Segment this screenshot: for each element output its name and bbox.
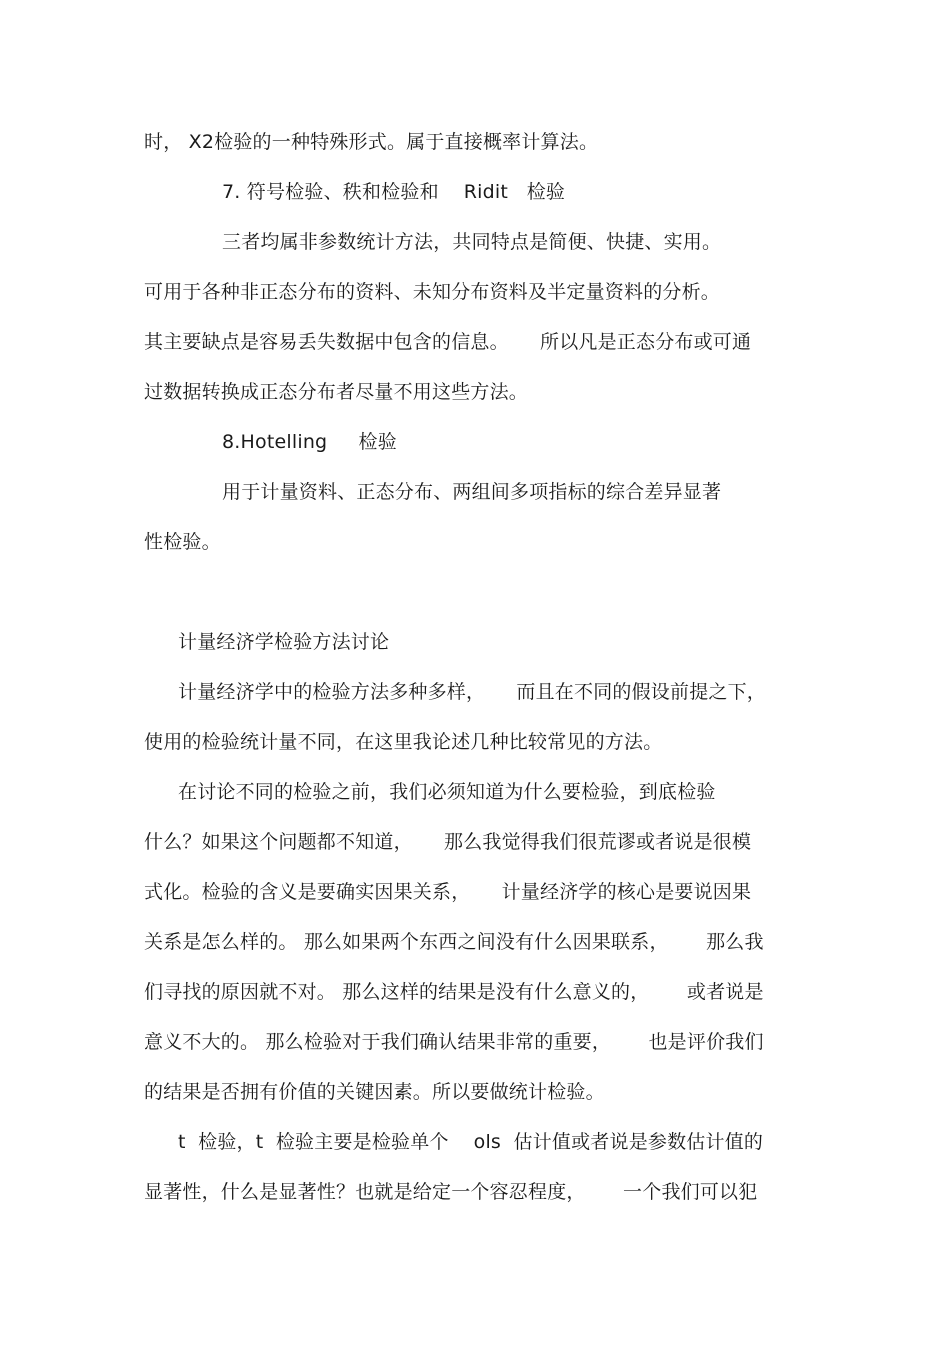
text-line: 计量经济学中的检验方法多种多样， 而且在不同的假设前提之下， bbox=[178, 681, 766, 703]
text-line: 在讨论不同的检验之前，我们必须知道为什么要检验，到底检验 bbox=[178, 781, 716, 803]
section-title: 计量经济学检验方法讨论 bbox=[178, 631, 390, 653]
text-line: 性检验。 bbox=[144, 531, 221, 553]
text-line: 意义不大的。 那么检验对于我们确认结果非常的重要， 也是评价我们 bbox=[144, 1031, 764, 1053]
text-line: 其主要缺点是容易丢失数据中包含的信息。 所以凡是正态分布或可通 bbox=[144, 331, 752, 353]
text-line: t 检验，t 检验主要是检验单个 ols 估计值或者说是参数估计值的 bbox=[178, 1131, 764, 1153]
text-line: 显著性，什么是显著性？也就是给定一个容忍程度， 一个我们可以犯 bbox=[144, 1181, 758, 1203]
text-line: 使用的检验统计量不同，在这里我论述几种比较常见的方法。 bbox=[144, 731, 663, 753]
text-line: 什么？如果这个问题都不知道， 那么我觉得我们很荒谬或者说是很模 bbox=[144, 831, 752, 853]
section-heading-7: 7. 符号检验、秩和检验和 Ridit 检验 bbox=[222, 181, 566, 203]
text-line: 们寻找的原因就不对。 那么这样的结果是没有什么意义的， 或者说是 bbox=[144, 981, 764, 1003]
text-line: 可用于各种非正态分布的资料、未知分布资料及半定量资料的分析。 bbox=[144, 281, 721, 303]
text-line: 用于计量资料、正态分布、两组间多项指标的综合差异显著 bbox=[222, 481, 722, 503]
section-heading-8: 8.Hotelling 检验 bbox=[222, 431, 397, 453]
text-line: 时， X2检验的一种特殊形式。属于直接概率计算法。 bbox=[144, 131, 599, 153]
text-line: 过数据转换成正态分布者尽量不用这些方法。 bbox=[144, 381, 529, 403]
text-line: 关系是怎么样的。 那么如果两个东西之间没有什么因果联系， 那么我 bbox=[144, 931, 764, 953]
text-line: 三者均属非参数统计方法，共同特点是简便、快捷、实用。 bbox=[222, 231, 722, 253]
text-line: 的结果是否拥有价值的关键因素。所以要做统计检验。 bbox=[144, 1081, 605, 1103]
text-line: 式化。检验的含义是要确实因果关系， 计量经济学的核心是要说因果 bbox=[144, 881, 752, 903]
